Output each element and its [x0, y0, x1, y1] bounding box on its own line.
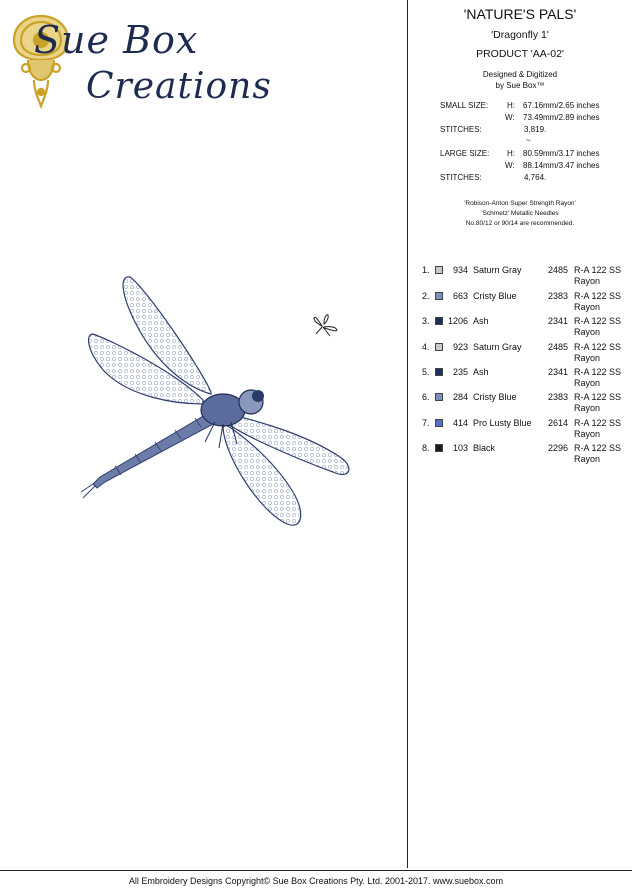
collection-title: 'NATURE'S PALS'	[463, 6, 577, 22]
thread-color-number: 2485	[548, 342, 569, 352]
thread-brand: R-A 122 SS	[574, 443, 622, 453]
product-code: PRODUCT 'AA-02'	[476, 48, 564, 60]
designer-line-1: Designed & Digitized	[482, 70, 558, 79]
large-stitches-label: STITCHES:	[440, 173, 482, 182]
column-divider	[407, 0, 408, 868]
small-height-value: 67.16mm/2.65 inches	[523, 101, 600, 110]
thread-type: Rayon	[574, 403, 601, 413]
thread-row	[422, 367, 632, 393]
thread-color-number: 2614	[548, 418, 569, 428]
large-height-value: 80.59mm/3.17 inches	[523, 149, 600, 158]
color-swatch-icon	[435, 368, 443, 376]
thread-row	[422, 316, 632, 342]
small-height-label: H:	[507, 101, 515, 110]
thread-row	[422, 443, 632, 469]
design-name: 'Dragonfly 1'	[491, 29, 549, 41]
thread-type: Rayon	[574, 353, 601, 363]
small-stitches-label: STITCHES:	[440, 125, 482, 134]
thread-index: 5.	[422, 367, 430, 377]
thread-color-name: Ash	[473, 367, 489, 377]
thread-index: 1.	[422, 265, 430, 275]
thread-index: 6.	[422, 392, 430, 402]
thread-row	[422, 291, 632, 317]
color-swatch-icon	[435, 444, 443, 452]
thread-color-number: 2383	[548, 291, 569, 301]
recommend-thread: 'Robison-Anton Super Strength Rayon'	[464, 200, 576, 207]
thread-index: 4.	[422, 342, 430, 352]
color-swatch-icon	[435, 343, 443, 351]
large-size-label: LARGE SIZE:	[440, 149, 490, 158]
thread-color-number: 2296	[548, 443, 569, 453]
thread-type: Rayon	[574, 276, 601, 286]
thread-code: 284	[452, 392, 468, 402]
thread-color-name: Black	[473, 443, 496, 453]
logo-line-1: Sue Box	[34, 18, 199, 62]
thread-code: 663	[452, 291, 468, 301]
thread-type: Rayon	[574, 378, 601, 388]
thread-color-number: 2485	[548, 265, 569, 275]
thread-color-number: 2341	[548, 367, 569, 377]
thread-brand: R-A 122 SS	[574, 316, 622, 326]
thread-color-number: 2383	[548, 392, 569, 402]
color-swatch-icon	[435, 393, 443, 401]
large-width-label: W:	[505, 161, 515, 170]
logo-line-2: Creations	[86, 66, 272, 107]
large-stitches-value: 4,764.	[524, 173, 547, 182]
thread-color-name: Cristy Blue	[473, 291, 517, 301]
thread-brand: R-A 122 SS	[574, 418, 622, 428]
thread-color-number: 2341	[548, 316, 569, 326]
size-separator: ~	[526, 136, 531, 145]
thread-color-name: Saturn Gray	[473, 265, 522, 275]
thread-type: Rayon	[574, 429, 601, 439]
thread-row	[422, 418, 632, 444]
dragonfly-design-image	[75, 272, 355, 532]
thread-code: 235	[452, 367, 468, 377]
thread-code: 923	[452, 342, 468, 352]
thread-type: Rayon	[574, 454, 601, 464]
thread-color-name: Pro Lusty Blue	[473, 418, 532, 428]
thread-index: 8.	[422, 443, 430, 453]
color-swatch-icon	[435, 317, 443, 325]
recommend-sizes: No.80/12 or 90/14 are recommended.	[465, 220, 575, 227]
large-width-value: 88.14mm/3.47 inches	[523, 161, 600, 170]
large-height-label: H:	[507, 149, 515, 158]
color-swatch-icon	[435, 419, 443, 427]
thread-row	[422, 265, 632, 291]
small-stitches-value: 3,819.	[524, 125, 547, 134]
thread-color-name: Cristy Blue	[473, 392, 517, 402]
thread-brand: R-A 122 SS	[574, 342, 622, 352]
thread-brand: R-A 122 SS	[574, 265, 622, 275]
thread-index: 7.	[422, 418, 430, 428]
recommend-needles: 'Schmetz' Metallic Needles	[481, 210, 559, 217]
thread-brand: R-A 122 SS	[574, 291, 622, 301]
thread-index: 3.	[422, 316, 430, 326]
thread-index: 2.	[422, 291, 430, 301]
small-width-value: 73.49mm/2.89 inches	[523, 113, 600, 122]
dragonfly-small-icon	[312, 312, 342, 338]
thread-row	[422, 342, 632, 368]
thread-brand: R-A 122 SS	[574, 367, 622, 377]
color-swatch-icon	[435, 292, 443, 300]
thread-code: 414	[452, 418, 468, 428]
thread-code: 103	[452, 443, 468, 453]
thread-type: Rayon	[574, 327, 601, 337]
copyright-footer: All Embroidery Designs Copyright© Sue Box Creations Pty. Ltd. 2001-2017. www.suebox.com	[128, 876, 504, 886]
thread-row	[422, 392, 632, 418]
color-swatch-icon	[435, 266, 443, 274]
thread-color-name: Ash	[473, 316, 489, 326]
thread-color-name: Saturn Gray	[473, 342, 522, 352]
designer-line-2: by Sue Box™	[495, 81, 545, 90]
small-size-label: SMALL SIZE:	[440, 101, 489, 110]
footer-divider	[0, 870, 632, 871]
thread-code: 934	[452, 265, 468, 275]
small-width-label: W:	[505, 113, 515, 122]
thread-type: Rayon	[574, 302, 601, 312]
brand-logo	[6, 10, 272, 110]
thread-brand: R-A 122 SS	[574, 392, 622, 402]
thread-code: 1206	[447, 316, 468, 326]
